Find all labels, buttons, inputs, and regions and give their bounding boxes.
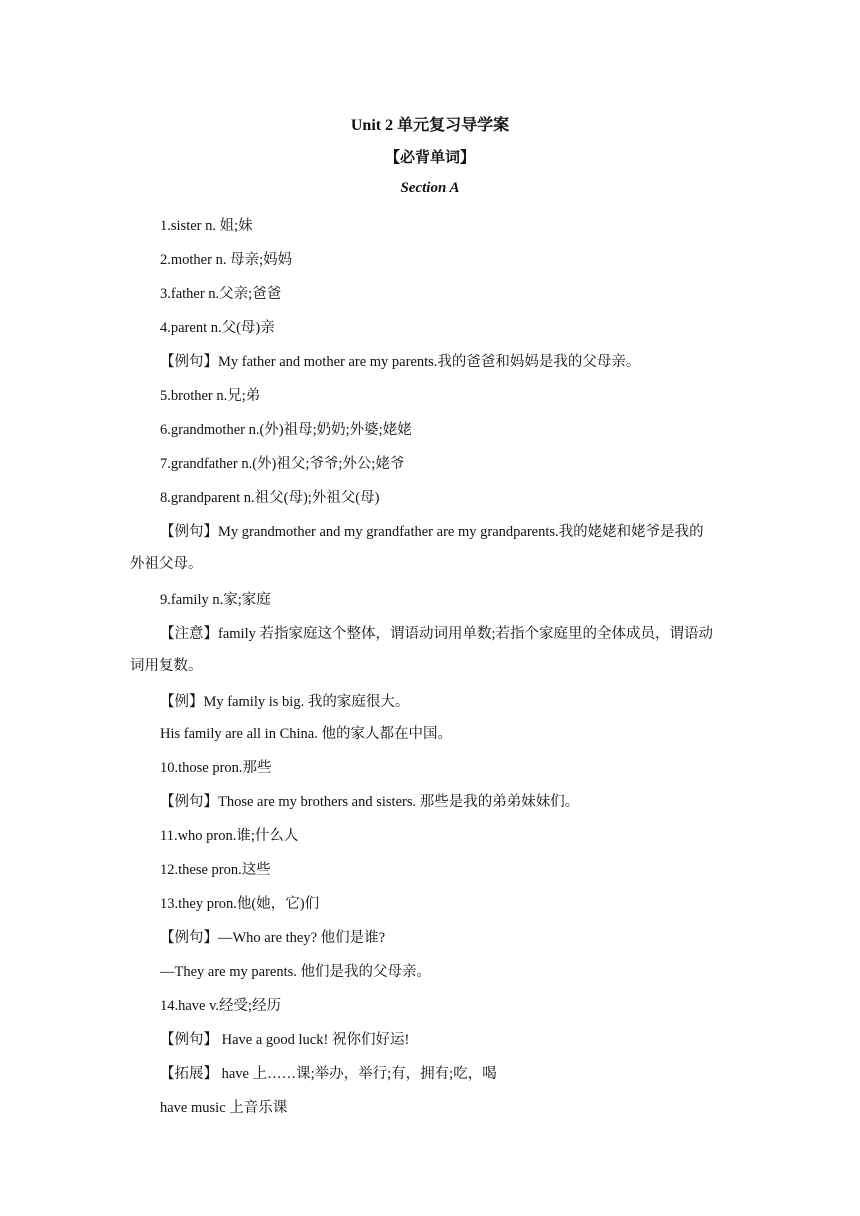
extension-line: have music 上音乐课: [160, 1100, 288, 1116]
vocab-line: 1.sister n. 姐;妹: [160, 218, 253, 234]
vocab-line: 11.who pron.谁;什么人: [160, 828, 299, 844]
vocab-line: 7.grandfather n.(外)祖父;爷爷;外公;姥爷: [160, 456, 405, 472]
example-line: 【例句】My father and mother are my parents.我的爸爸和妈妈是我的父母亲。: [160, 354, 641, 370]
example-line: 【例句】 Have a good luck! 祝你们好运!: [160, 1032, 410, 1048]
vocab-line: 5.brother n.兄;弟: [160, 388, 261, 404]
section-heading: Section A: [400, 180, 460, 196]
note-line-continuation: 词用复数。: [130, 658, 203, 674]
vocab-line: 6.grandmother n.(外)祖母;奶奶;外婆;姥姥: [160, 422, 412, 438]
example-line: —They are my parents. 他们是我的父母亲。: [160, 964, 432, 980]
example-line: 【例】My family is big. 我的家庭很大。: [160, 694, 410, 710]
vocab-line: 8.grandparent n.祖父(母);外祖父(母): [160, 490, 380, 506]
vocab-line: 2.mother n. 母亲;妈妈: [160, 252, 293, 268]
vocab-heading: 【必背单词】: [384, 150, 475, 166]
vocab-line: 3.father n.父亲;爸爸: [160, 286, 282, 302]
vocab-line: 14.have v.经受;经历: [160, 998, 282, 1014]
vocab-line: 10.those pron.那些: [160, 760, 272, 776]
note-line: 【注意】family 若指家庭这个整体，谓语动词用单数;若指个家庭里的全体成员，谓语动: [160, 626, 714, 642]
vocab-line: 13.they pron.他(她，它)们: [160, 896, 320, 912]
example-line: 【例句】My grandmother and my grandfather are my grandparents.我的姥姥和姥爷是我的: [160, 524, 704, 540]
vocab-line: 9.family n.家;家庭: [160, 592, 271, 608]
example-line-continuation: 外祖父母。: [130, 556, 203, 572]
example-line: 【例句】Those are my brothers and sisters. 那些是我的弟弟妹妹们。: [160, 794, 580, 810]
example-line: His family are all in China. 他的家人都在中国。: [160, 726, 452, 742]
page-title: Unit 2 单元复习导学案: [350, 117, 510, 134]
vocab-line: 4.parent n.父(母)亲: [160, 320, 275, 336]
example-line: 【例句】—Who are they? 他们是谁?: [160, 930, 386, 946]
extension-line: 【拓展】 have 上……课;举办，举行;有，拥有;吃，喝: [160, 1066, 497, 1082]
vocab-line: 12.these pron.这些: [160, 862, 271, 878]
